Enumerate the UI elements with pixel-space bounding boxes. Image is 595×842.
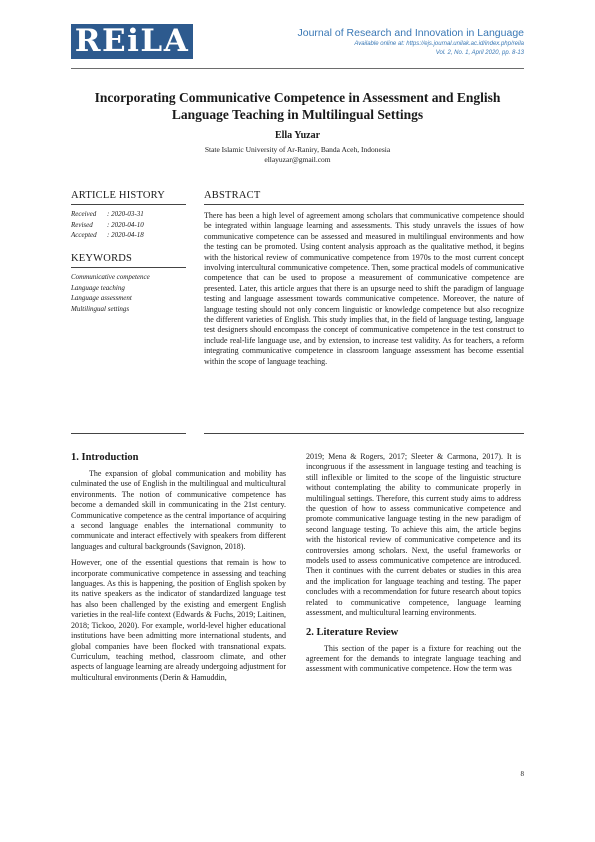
article-history <box>71 190 186 241</box>
body-column-left <box>71 452 286 683</box>
history-row: Revised : 2020-04-10 <box>71 220 144 229</box>
paragraph: This section of the paper is a fixture for reaching out the agreement for the demands to integrate language teaching and assessment with communicative competence. How the term was <box>306 643 521 674</box>
divider <box>204 433 524 434</box>
abstract <box>204 190 524 367</box>
paragraph: 2019; Mena & Rogers, 2017; Sleeter & Carmona, 2017). It is incongruous if the assessment in language testing and teaching is still inflexible or limited to the scope of the linguistic structure without contemplating the ability to communicate properly in multilingual settings. Therefore, this current study aims to address the question of how to assess communicative competence and promote communicative language testing in the new paradigm of second language testing. To achieve this aim, the article begins with the historical review of communicative competence and its controversies among scholars. Next, the useful frameworks or models used to assess communicative competence are introduced. Then it continues with the current debates or studies in this area and the implication for language teaching and testing. The paper concludes with a recommendation for future research about topics related to communicative competence, language learning assessment, and multicultural learning environments. <box>306 452 521 618</box>
divider <box>71 267 186 268</box>
author-name: Ella Yuzar <box>274 130 321 141</box>
affiliation: State Islamic University of Ar-Raniry, Banda Aceh, Indonesia <box>204 145 391 154</box>
abstract-heading: ABSTRACT <box>204 190 261 201</box>
keyword-item: Language teaching <box>71 283 125 292</box>
volume-info: Vol. 2, No. 1, April 2020, pp. 8-13 <box>435 49 524 56</box>
author-affiliation <box>71 145 524 165</box>
abstract-text: There has been a high level of agreement among scholars that communicative competence should be integrated within language learning and assessments. This study unravels the issues of how communicative competence can be assessed and measured in multilingual environments and how the testing can be promoted. Using content analysis approach as the qualitative method, it begins with the historical review of communicative competence from 1970s to the most current concept involving intercultural communicative competence. Then, some practical models of communicative competence that can be used to propose a measurement of communicative competence are presented. Later, this article argues that there is an upsurge need to shift the paradigm of language testing and language assessment towards communicative competence. Moreover, the nature of language testing should not only concern linguistic or knowledge competence but also recognize the different varieties of English. This study implies that, in the field of language testing, language test designers should encompass the concept of communicative competence in the test construct to include real-life language use, and by extension, to increase test validity. As for teachers, a reform integrating communicative competence in classroom language assessment has become essential within the scope of language teaching. <box>204 211 524 366</box>
page-number: 8 <box>520 770 524 778</box>
keyword-item: Communicative competence <box>71 273 150 281</box>
keyword-item: Language assessment <box>71 294 132 302</box>
section-heading: 2. Literature Review <box>306 626 399 638</box>
header-rule <box>71 68 524 69</box>
journal-info <box>298 27 525 57</box>
divider <box>71 433 186 434</box>
keywords-heading: KEYWORDS <box>71 253 133 264</box>
history-row: Received : 2020-03-31 <box>71 210 144 218</box>
journal-logo: REiLA <box>71 24 193 59</box>
divider <box>71 204 186 205</box>
paragraph: However, one of the essential questions that remain is how to incorporate communicative competence in assessing and teaching languages. As this is happening, the position of English spoken by its native speakers as the indicator of standardized language test has also been challenged by the existing and emergent English varieties in the real-life context (Edwards & Fuchs, 2019; Laitinen, 2018; Tickoo, 2020). For example, world-level higher educational institutions have been admitting more international students, and global companies have been flocked with transnational expats. Curriculum, teaching method, classroom climate, and other aspects of language learning are already undergoing adjustment for multicultural environments (Derin & Hamuddin, <box>71 558 286 682</box>
keyword-item: Multilingual settings <box>71 304 130 313</box>
paragraph: The expansion of global communication and mobility has culminated the use of English in the multilingual and multicultural environments. The notion of communicative competence has become a demanded skill in communicating in the 21st century. Communicative competence as the central importance of acquiring a second language enables the international community to communicate and interact effectively with speakers from different languages and cultural backgrounds (Savignon, 2018). <box>71 469 286 551</box>
divider <box>204 204 524 205</box>
keywords <box>71 253 186 314</box>
section-heading: 1. Introduction <box>71 452 139 463</box>
body-column-right <box>306 452 521 675</box>
available-online[interactable]: Available online at: https://ejs.journal.unilak.ac.id/index.php/reila <box>354 41 524 47</box>
history-row: Accepted : 2020-04-18 <box>71 231 144 239</box>
journal-name: Journal of Research and Innovation in Language <box>297 27 524 39</box>
history-heading: ARTICLE HISTORY <box>71 190 166 201</box>
paper-title: Incorporating Communicative Competence in Assessment and English Language Teaching in Multilingual Settings <box>94 90 501 122</box>
author-email[interactable]: ellayuzar@gmail.com <box>264 155 331 164</box>
